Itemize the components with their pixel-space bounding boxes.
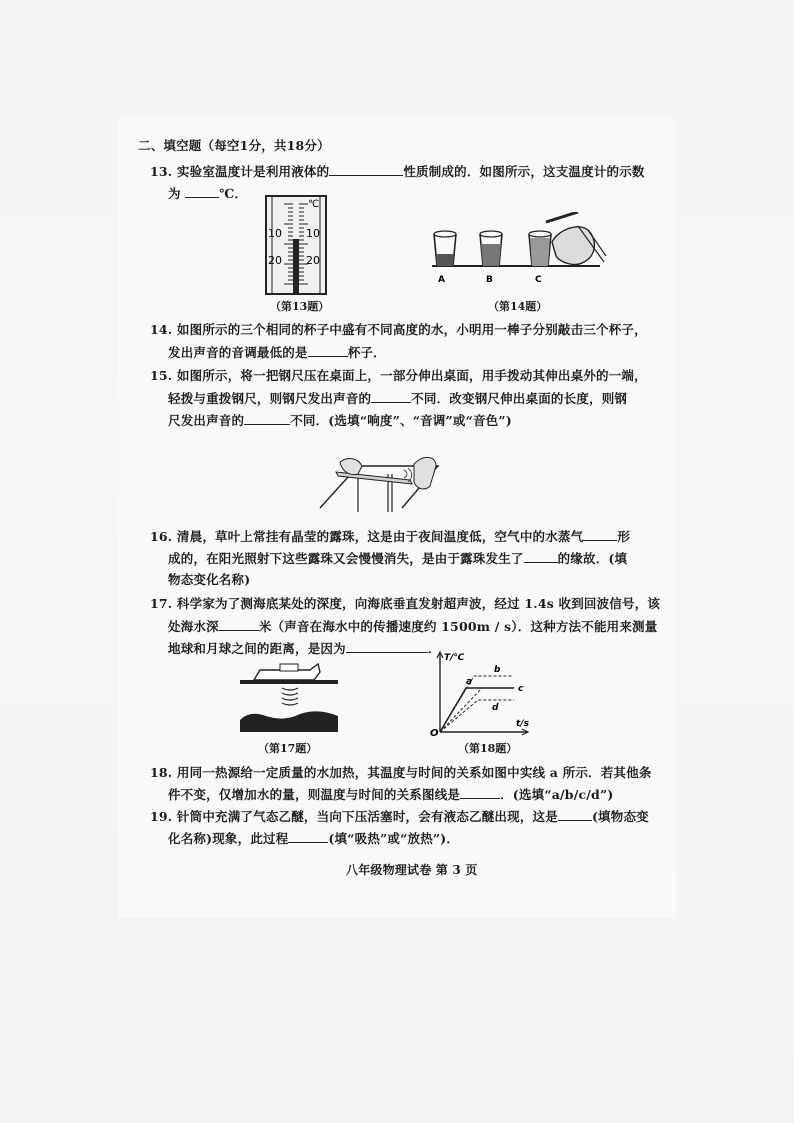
q13-number: 13.: [150, 164, 173, 179]
q13-text-b: 性质制成的．如图所示，这支温度计的示数: [403, 164, 645, 179]
q14-blank[interactable]: [308, 344, 348, 357]
q18-text-a: 用同一热源给一定质量的水加热，其温度与时间的关系如图中实线 a 所示．若其他条: [176, 765, 652, 780]
q18-blank[interactable]: [460, 786, 500, 799]
q13-caption: （第13题）: [270, 300, 330, 313]
q19-number: 19.: [150, 809, 173, 824]
cup-b: [480, 231, 502, 266]
q17-line1: [150, 596, 660, 612]
q14-line1: [150, 322, 647, 338]
q14-cups-figure: [428, 212, 608, 292]
q19-text-d: (填“吸热”或“放热”)．: [328, 831, 460, 846]
q13-line1: [150, 163, 645, 180]
sonar-waves: [282, 688, 298, 705]
q17-blank-1[interactable]: [219, 618, 259, 631]
q15-blank-2[interactable]: [244, 412, 290, 425]
sea-floor: [240, 711, 338, 732]
q14-text-c: 杯子．: [347, 345, 386, 360]
curve-label-c: c: [518, 684, 524, 694]
q16-text-c: 成的，在阳光照射下这些露珠又会慢慢消失，是由于露珠发生了: [168, 551, 524, 566]
origin-label: O: [430, 728, 439, 739]
plucking-hand: [414, 457, 436, 489]
q15-text-b: 轻拨与重拨钢尺，则钢尺发出声音的: [168, 391, 372, 406]
q17-number: 17.: [150, 596, 173, 611]
q13-line2: [168, 185, 247, 202]
tick-label-10-right: 10: [306, 227, 320, 240]
q17-line2: [168, 618, 657, 635]
q16-text-b: 形: [617, 529, 631, 544]
q16-blank-1[interactable]: [583, 528, 617, 541]
q19-line1: [150, 808, 649, 825]
q17-blank-2[interactable]: [346, 640, 428, 653]
cup-a: [434, 231, 456, 266]
curve-c: [440, 688, 516, 732]
q18-number: 18.: [150, 765, 173, 780]
curve-label-d: d: [492, 703, 499, 713]
q17-ship-figure: [240, 660, 338, 732]
q15-blank-1[interactable]: [371, 390, 411, 403]
curve-label-b: b: [494, 665, 501, 675]
tick-label-20-left: 20: [268, 254, 282, 267]
q18-text-c: ．(选填“a/b/c/d”): [500, 787, 614, 802]
q13-text-a: 实验室温度计是利用液体的: [176, 164, 330, 179]
q15-text-c: 不同．改变钢尺伸出桌面的长度，则钢: [411, 391, 628, 406]
q17-line3: [168, 640, 441, 657]
q17-text-a: 科学家为了测海底某处的深度，向海底垂直发射超声波，经过 1.4s 收到回波信号，该: [176, 596, 661, 611]
q15-ruler-figure: [318, 436, 448, 512]
q15-line2: [168, 390, 627, 407]
vibration-mark: [404, 470, 407, 478]
q16-text-a: 清晨，草叶上常挂有晶莹的露珠，这是由于夜间温度低，空气中的水蒸气: [176, 529, 584, 544]
q14-caption: （第14题）: [488, 300, 548, 313]
cup-label-c: C: [535, 275, 542, 285]
mercury-column: [293, 239, 299, 294]
q13-blank-1[interactable]: [329, 163, 403, 176]
page-footer: 八年级物理试卷 第 3 页: [346, 863, 478, 877]
tick-label-10-left: 10: [268, 227, 282, 240]
tick-label-20-right: 20: [306, 254, 320, 267]
q15-text-d: 尺发出声音的: [168, 413, 245, 428]
q18-graph-figure: [424, 648, 534, 740]
q14-line2: [168, 344, 386, 361]
q13-blank-2[interactable]: [185, 185, 219, 198]
cup-label-a: A: [438, 275, 445, 285]
q18-text-b: 件不变，仅增加水的量，则温度与时间的关系图线是: [168, 787, 461, 802]
q16-line3: 物态变化名称): [168, 572, 251, 587]
q16-number: 16.: [150, 529, 173, 544]
y-axis-label: T/℃: [444, 653, 465, 663]
thermometer-unit: ℃: [308, 199, 320, 210]
x-axis-label: t/s: [516, 719, 529, 729]
q19-text-c: 化名称)现象，此过程: [168, 831, 289, 846]
q15-text-e: 不同．(选填“响度”、“音调”或“音色”): [290, 413, 512, 428]
q17-text-c: 米（声音在海水中的传播速度约 1500m / s）．这种方法不能用来测量: [258, 619, 658, 634]
cup-c: [529, 231, 551, 266]
q15-number: 15.: [150, 368, 173, 383]
cup-label-b: B: [486, 275, 493, 285]
q15-text-a: 如图所示，将一把钢尺压在桌面上，一部分伸出桌面，用手拨动其伸出桌外的一端，: [176, 368, 647, 383]
curve-a: [440, 688, 514, 732]
section-title: 二、填空题（每空1分，共18分）: [138, 138, 330, 153]
q15-line3: [168, 412, 512, 429]
q15-line1: [150, 368, 647, 384]
ship-cabin: [280, 664, 298, 671]
q17-text-b: 处海水深: [168, 619, 219, 634]
q17-text-d: 地球和月球之间的距离，是因为: [168, 641, 346, 656]
q18-line2: [168, 786, 614, 803]
curve-b: [440, 676, 512, 732]
q19-text-b: (填物态变: [591, 809, 649, 824]
q16-line1: [150, 528, 630, 545]
q16-line2: [168, 550, 627, 567]
q19-blank-2[interactable]: [288, 830, 328, 843]
q14-text-b: 发出声音的音调最低的是: [168, 345, 308, 360]
q19-blank-1[interactable]: [558, 808, 592, 821]
q14-number: 14.: [150, 322, 173, 337]
q19-text-a: 针筒中充满了气态乙醚，当向下压活塞时，会有液态乙醚出现，这是: [176, 809, 558, 824]
q13-text-c: 为: [168, 186, 181, 201]
q16-blank-2[interactable]: [524, 550, 558, 563]
curve-label-a: a: [466, 677, 473, 687]
pressing-hand: [340, 459, 362, 475]
q17-caption: （第17题）: [258, 742, 318, 755]
q18-line1: [150, 765, 652, 781]
q14-text-a: 如图所示的三个相同的杯子中盛有不同高度的水，小明用一棒子分别敲击三个杯子，: [176, 322, 647, 337]
q18-caption: （第18题）: [458, 742, 518, 755]
q13-text-d: ℃．: [219, 186, 248, 201]
hand-with-stick: [546, 212, 606, 264]
curve-d: [440, 700, 514, 732]
q13-thermometer-figure: [258, 194, 334, 298]
q16-text-d: 的缘故．(填: [557, 551, 628, 566]
q17-text-e: ．: [427, 641, 441, 656]
q19-line2: [168, 830, 459, 847]
